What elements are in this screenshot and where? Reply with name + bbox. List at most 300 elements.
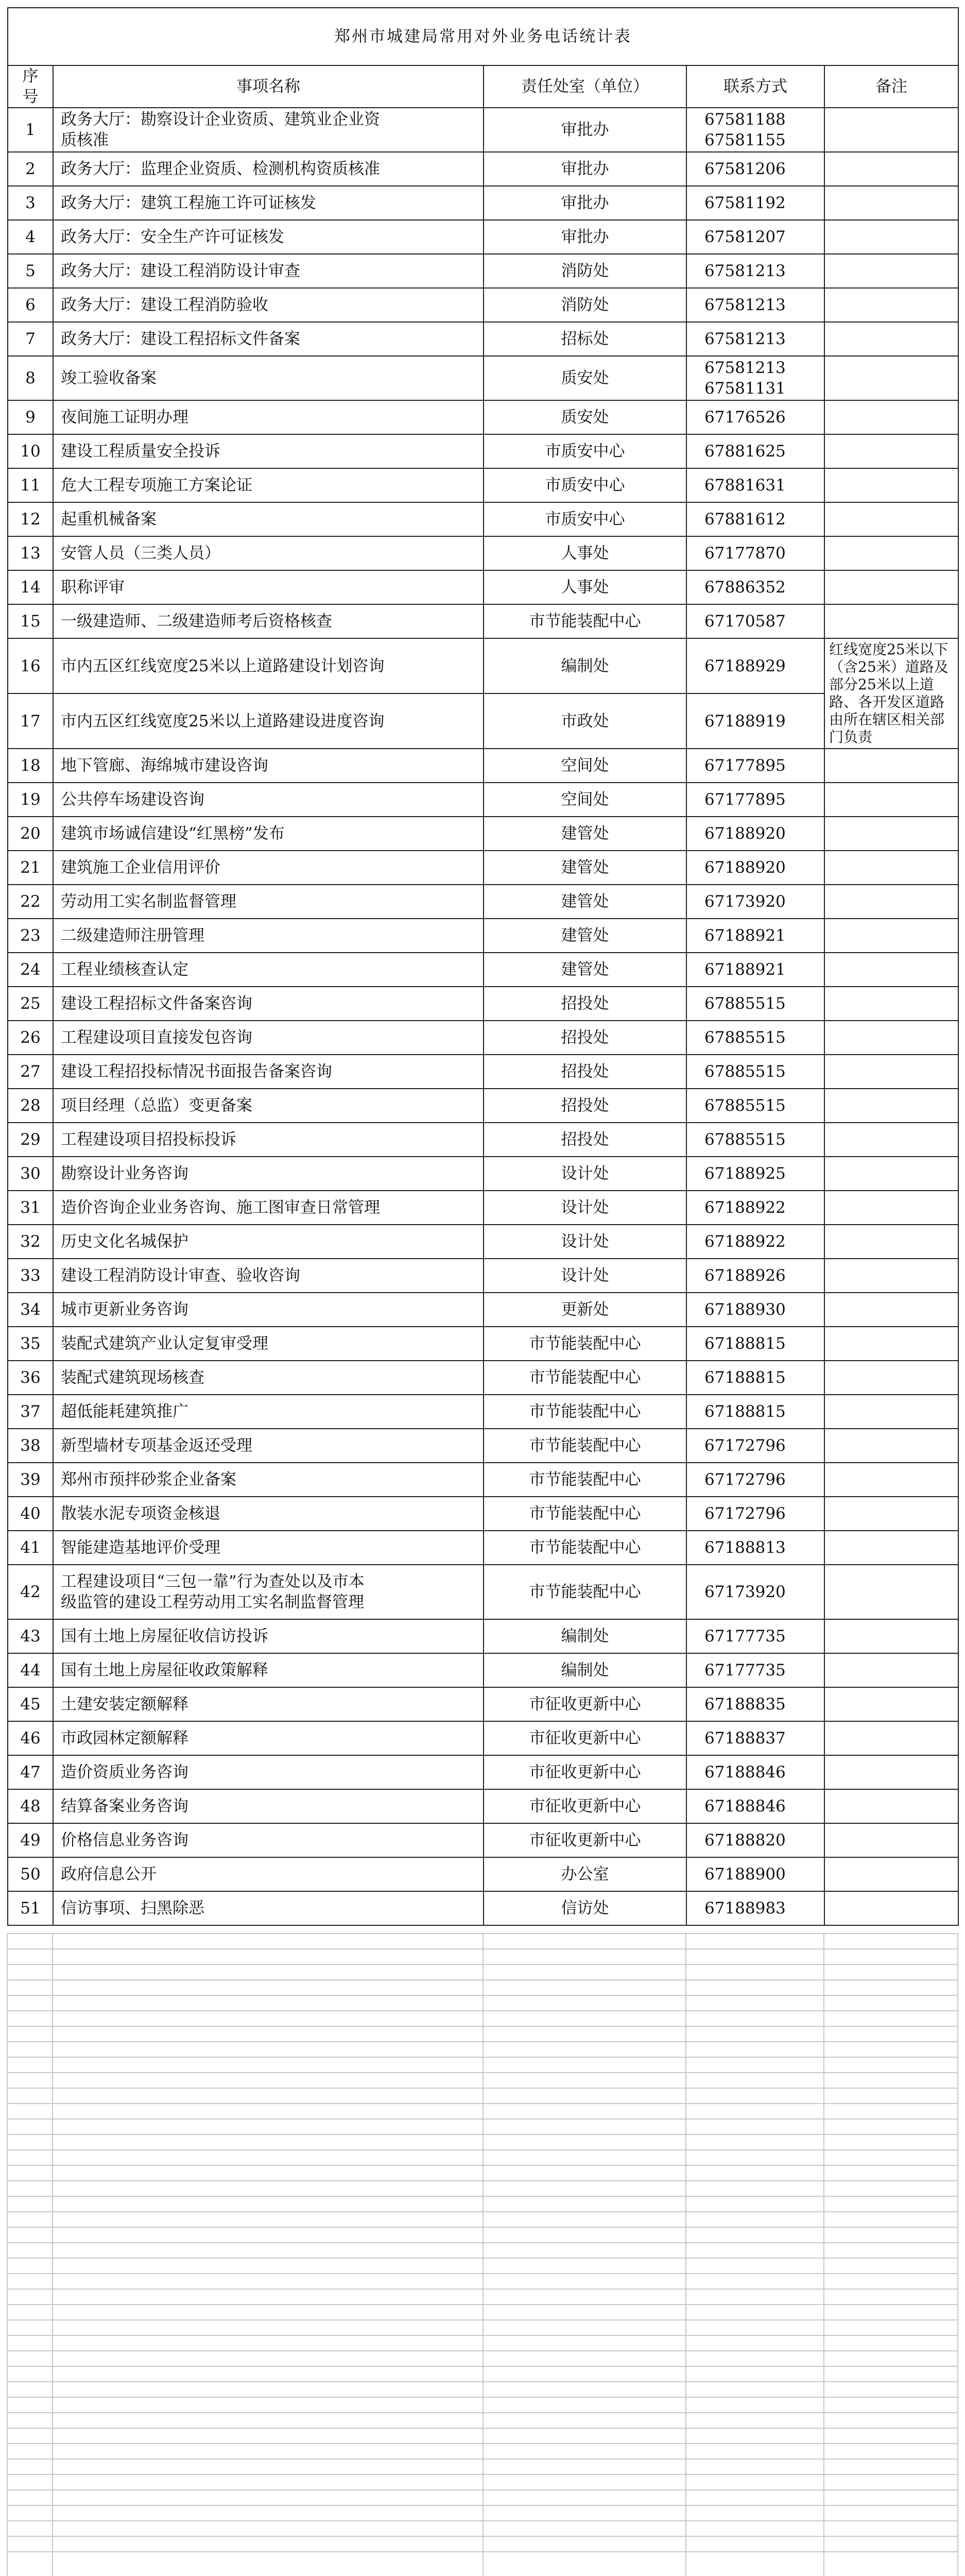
row-item-name bbox=[53, 1687, 484, 1721]
table-row bbox=[8, 953, 958, 987]
item-name-line: 郑州市预拌砂浆企业备案 bbox=[61, 1470, 236, 1489]
grid-row-line bbox=[7, 2520, 958, 2521]
phone-number: 67188922 bbox=[704, 1232, 786, 1251]
row-phone bbox=[686, 1327, 824, 1361]
row-phone bbox=[686, 1721, 824, 1755]
row-phone bbox=[686, 885, 824, 919]
row-note-empty bbox=[824, 356, 958, 400]
table-row bbox=[8, 1157, 958, 1191]
row-item-name bbox=[53, 186, 484, 220]
item-name-line: 一级建造师、二级建造师考后资格核查 bbox=[61, 612, 332, 631]
row-phone bbox=[686, 783, 824, 817]
phone-number: 67581188 bbox=[704, 110, 786, 129]
table-row bbox=[8, 783, 958, 817]
item-name-line: 市政园林定额解释 bbox=[61, 1729, 188, 1748]
row-phone bbox=[686, 1565, 824, 1619]
item-name-line: 智能建造基地评价受理 bbox=[61, 1538, 220, 1557]
row-department: 人事处 bbox=[484, 536, 686, 570]
row-note-empty bbox=[824, 468, 958, 502]
row-item-name bbox=[53, 693, 484, 749]
row-item-name bbox=[53, 400, 484, 434]
row-number: 39 bbox=[8, 1463, 53, 1497]
item-name-line: 结算备案业务咨询 bbox=[61, 1797, 188, 1816]
row-department: 市征收更新中心 bbox=[484, 1721, 686, 1755]
table-row bbox=[8, 1429, 958, 1463]
row-number: 24 bbox=[8, 953, 53, 987]
row-department: 招投处 bbox=[484, 1089, 686, 1123]
grid-row-line bbox=[7, 1979, 958, 1980]
table-row bbox=[8, 919, 958, 953]
row-number: 29 bbox=[8, 1123, 53, 1157]
header-tel: 联系方式 bbox=[686, 65, 824, 108]
table-row bbox=[8, 468, 958, 502]
row-phone bbox=[686, 1157, 824, 1191]
row-number: 18 bbox=[8, 749, 53, 783]
grid-row-line bbox=[7, 2381, 958, 2382]
item-name-line: 装配式建筑现场核查 bbox=[61, 1368, 204, 1387]
table-row bbox=[8, 817, 958, 851]
row-phone bbox=[686, 604, 824, 638]
phone-number: 67188983 bbox=[704, 1899, 786, 1918]
table-row bbox=[8, 1327, 958, 1361]
grid-row-line bbox=[7, 1933, 958, 1934]
row-note-empty bbox=[824, 1463, 958, 1497]
table-row bbox=[8, 851, 958, 885]
phone-number: 67581206 bbox=[704, 160, 786, 178]
phone-number: 67173920 bbox=[704, 892, 786, 911]
phone-number: 67881612 bbox=[704, 510, 786, 529]
row-number: 13 bbox=[8, 536, 53, 570]
row-item-name bbox=[53, 1789, 484, 1823]
grid-row-line bbox=[7, 2057, 958, 2058]
item-name-line: 建设工程消防设计审查、验收咨询 bbox=[61, 1266, 300, 1285]
row-item-name bbox=[53, 638, 484, 693]
row-number: 48 bbox=[8, 1789, 53, 1823]
header-note: 备注 bbox=[824, 65, 958, 108]
phone-number: 67581213 bbox=[704, 330, 786, 348]
row-item-name bbox=[53, 536, 484, 570]
row-department: 设计处 bbox=[484, 1157, 686, 1191]
row-note-empty bbox=[824, 254, 958, 288]
row-number: 20 bbox=[8, 817, 53, 851]
row-note-empty bbox=[824, 1395, 958, 1429]
row-department: 招标处 bbox=[484, 322, 686, 356]
item-name-line: 公共停车场建设咨询 bbox=[61, 790, 204, 809]
grid-row-line bbox=[7, 2428, 958, 2429]
row-phone bbox=[686, 1293, 824, 1327]
phone-number: 67581213 bbox=[704, 359, 786, 377]
row-item-name bbox=[53, 885, 484, 919]
table-row bbox=[8, 1823, 958, 1857]
row-note-empty bbox=[824, 1721, 958, 1755]
row-department: 编制处 bbox=[484, 1619, 686, 1653]
item-name-line: 建设工程质量安全投诉 bbox=[61, 442, 220, 461]
item-name-line: 装配式建筑产业认定复审受理 bbox=[61, 1334, 268, 1353]
row-number: 36 bbox=[8, 1361, 53, 1395]
phone-number: 67581131 bbox=[704, 379, 786, 398]
row-note-empty bbox=[824, 1259, 958, 1293]
table-row bbox=[8, 1687, 958, 1721]
phone-number: 67172796 bbox=[704, 1470, 786, 1489]
row-item-name bbox=[53, 434, 484, 468]
row-department: 人事处 bbox=[484, 570, 686, 604]
row-item-name bbox=[53, 1531, 484, 1565]
row-item-name bbox=[53, 108, 484, 152]
phone-number: 67188920 bbox=[704, 858, 786, 877]
row-note-empty bbox=[824, 220, 958, 254]
phone-number: 67170587 bbox=[704, 612, 786, 631]
row-department: 市政处 bbox=[484, 693, 686, 749]
phone-number: 67188922 bbox=[704, 1198, 786, 1217]
table-row bbox=[8, 502, 958, 536]
row-phone bbox=[686, 1653, 824, 1687]
row-phone bbox=[686, 1123, 824, 1157]
row-department: 市节能装配中心 bbox=[484, 1327, 686, 1361]
row-department: 空间处 bbox=[484, 749, 686, 783]
row-phone bbox=[686, 1619, 824, 1653]
row-department: 招投处 bbox=[484, 1021, 686, 1055]
row-item-name bbox=[53, 851, 484, 885]
phone-number: 67885515 bbox=[704, 994, 786, 1013]
grid-row-line bbox=[7, 2072, 958, 2073]
row-phone bbox=[686, 1789, 824, 1823]
row-department: 市节能装配中心 bbox=[484, 1395, 686, 1429]
item-name-line: 质核准 bbox=[61, 131, 109, 149]
table-row bbox=[8, 1123, 958, 1157]
item-name-line: 起重机械备案 bbox=[61, 510, 157, 529]
row-phone bbox=[686, 1497, 824, 1531]
grid-row-line bbox=[7, 2119, 958, 2120]
row-department: 市节能装配中心 bbox=[484, 1463, 686, 1497]
phone-number: 67188820 bbox=[704, 1831, 786, 1850]
grid-row-line bbox=[7, 2551, 958, 2552]
row-item-name bbox=[53, 1395, 484, 1429]
row-phone bbox=[686, 1021, 824, 1055]
grid-row-line bbox=[7, 1995, 958, 1996]
grid-row-line bbox=[7, 2474, 958, 2475]
phone-number: 67188837 bbox=[704, 1729, 786, 1748]
row-department: 消防处 bbox=[484, 254, 686, 288]
row-phone bbox=[686, 1259, 824, 1293]
row-item-name bbox=[53, 1721, 484, 1755]
phone-number: 67176526 bbox=[704, 408, 786, 427]
row-phone bbox=[686, 817, 824, 851]
row-number: 21 bbox=[8, 851, 53, 885]
row-note-empty bbox=[824, 1857, 958, 1891]
row-phone bbox=[686, 693, 824, 749]
row-item-name bbox=[53, 322, 484, 356]
row-phone bbox=[686, 1225, 824, 1259]
row-note-empty bbox=[824, 1327, 958, 1361]
phone-number: 67885515 bbox=[704, 1028, 786, 1047]
grid-row-line bbox=[7, 2335, 958, 2336]
grid-row-line bbox=[7, 2412, 958, 2413]
row-note-empty bbox=[824, 1565, 958, 1619]
table-row bbox=[8, 254, 958, 288]
row-department: 设计处 bbox=[484, 1259, 686, 1293]
row-department: 建管处 bbox=[484, 919, 686, 953]
row-note-empty bbox=[824, 1531, 958, 1565]
row-item-name bbox=[53, 1653, 484, 1687]
table-header-row bbox=[8, 65, 958, 108]
grid-row-line bbox=[7, 2258, 958, 2259]
row-note-empty bbox=[824, 919, 958, 953]
row-number: 17 bbox=[8, 693, 53, 749]
row-item-name bbox=[53, 1619, 484, 1653]
table-row bbox=[8, 885, 958, 919]
item-name-line: 竣工验收备案 bbox=[61, 369, 157, 387]
table-row bbox=[8, 400, 958, 434]
table-row bbox=[8, 1021, 958, 1055]
table-row bbox=[8, 1463, 958, 1497]
table-row bbox=[8, 1191, 958, 1225]
table-row bbox=[8, 108, 958, 152]
row-number: 8 bbox=[8, 356, 53, 400]
row-note-empty bbox=[824, 108, 958, 152]
row-item-name bbox=[53, 1293, 484, 1327]
item-name-line: 工程建设项目直接发包咨询 bbox=[61, 1028, 252, 1047]
row-department: 市节能装配中心 bbox=[484, 1429, 686, 1463]
row-number: 11 bbox=[8, 468, 53, 502]
row-department: 编制处 bbox=[484, 638, 686, 693]
phone-number: 67188921 bbox=[704, 926, 786, 945]
item-name-line: 造价资质业务咨询 bbox=[61, 1763, 188, 1782]
row-department: 市质安中心 bbox=[484, 434, 686, 468]
row-phone bbox=[686, 1823, 824, 1857]
item-name-line: 散装水泥专项资金核退 bbox=[61, 1504, 220, 1523]
row-phone bbox=[686, 1531, 824, 1565]
phone-number: 67188900 bbox=[704, 1865, 786, 1884]
item-name-line: 工程建设项目招投标投诉 bbox=[61, 1130, 236, 1149]
item-name-line: 新型墙材专项基金返还受理 bbox=[61, 1436, 252, 1455]
row-phone bbox=[686, 356, 824, 400]
grid-row-line bbox=[7, 1964, 958, 1965]
grid-row-line bbox=[7, 2088, 958, 2089]
row-number: 6 bbox=[8, 288, 53, 322]
row-phone bbox=[686, 536, 824, 570]
row-note-empty bbox=[824, 400, 958, 434]
item-name-line: 建筑市场诚信建设“红黑榜”发布 bbox=[61, 824, 285, 843]
row-note-empty bbox=[824, 1687, 958, 1721]
row-note-empty bbox=[824, 885, 958, 919]
row-phone bbox=[686, 1755, 824, 1789]
row-item-name bbox=[53, 604, 484, 638]
row-number: 42 bbox=[8, 1565, 53, 1619]
row-note-empty bbox=[824, 1429, 958, 1463]
row-department: 消防处 bbox=[484, 288, 686, 322]
table-row bbox=[8, 152, 958, 186]
phone-directory-sheet bbox=[7, 7, 958, 1926]
row-number: 43 bbox=[8, 1619, 53, 1653]
row-department: 更新处 bbox=[484, 1293, 686, 1327]
grid-row-line bbox=[7, 2180, 958, 2181]
row-number: 41 bbox=[8, 1531, 53, 1565]
row-note-empty bbox=[824, 288, 958, 322]
grid-row-line bbox=[7, 2273, 958, 2274]
row-number: 32 bbox=[8, 1225, 53, 1259]
row-department: 设计处 bbox=[484, 1191, 686, 1225]
phone-number: 67188929 bbox=[704, 656, 786, 675]
row-number: 14 bbox=[8, 570, 53, 604]
row-department: 质安处 bbox=[484, 400, 686, 434]
grid-row-line bbox=[7, 2103, 958, 2104]
row-number: 2 bbox=[8, 152, 53, 186]
table-row bbox=[8, 1565, 958, 1619]
row-item-name bbox=[53, 1755, 484, 1789]
row-phone bbox=[686, 254, 824, 288]
row-number: 33 bbox=[8, 1259, 53, 1293]
item-name-line: 级监管的建设工程劳动用工实名制监督管理 bbox=[61, 1593, 364, 1612]
row-department: 空间处 bbox=[484, 783, 686, 817]
row-department: 市节能装配中心 bbox=[484, 1531, 686, 1565]
phone-directory-table bbox=[7, 7, 959, 1926]
item-name-line: 造价咨询企业业务咨询、施工图审查日常管理 bbox=[61, 1198, 380, 1217]
grid-row-line bbox=[7, 2366, 958, 2367]
row-department: 建管处 bbox=[484, 953, 686, 987]
grid-column-line bbox=[52, 1933, 53, 2576]
row-note-empty bbox=[824, 1123, 958, 1157]
row-item-name bbox=[53, 254, 484, 288]
grid-row-line bbox=[7, 2149, 958, 2150]
grid-column-line bbox=[7, 1933, 8, 2576]
row-item-name bbox=[53, 1055, 484, 1089]
table-row bbox=[8, 1653, 958, 1687]
row-item-name bbox=[53, 288, 484, 322]
row-department: 市质安中心 bbox=[484, 502, 686, 536]
phone-number: 67188921 bbox=[704, 960, 786, 979]
row-item-name bbox=[53, 953, 484, 987]
row-number: 9 bbox=[8, 400, 53, 434]
row-department: 审批办 bbox=[484, 152, 686, 186]
table-row bbox=[8, 638, 958, 693]
phone-number: 67581155 bbox=[704, 131, 786, 149]
phone-number: 67188925 bbox=[704, 1164, 786, 1183]
grid-row-line bbox=[7, 1948, 958, 1950]
row-department: 审批办 bbox=[484, 108, 686, 152]
row-item-name bbox=[53, 1259, 484, 1293]
row-department: 审批办 bbox=[484, 186, 686, 220]
row-note-empty bbox=[824, 434, 958, 468]
item-name-line: 危大工程专项施工方案论证 bbox=[61, 476, 252, 495]
row-department: 市征收更新中心 bbox=[484, 1823, 686, 1857]
phone-number: 67581207 bbox=[704, 228, 786, 246]
row-department: 市质安中心 bbox=[484, 468, 686, 502]
row-note-empty bbox=[824, 322, 958, 356]
phone-number: 67188926 bbox=[704, 1266, 786, 1285]
row-department: 招投处 bbox=[484, 1055, 686, 1089]
item-name-line: 政务大厅：建设工程消防验收 bbox=[61, 296, 268, 314]
row-item-name bbox=[53, 817, 484, 851]
item-name-line: 国有土地上房屋征收信访投诉 bbox=[61, 1627, 268, 1646]
grid-row-line bbox=[7, 2289, 958, 2290]
table-row bbox=[8, 1789, 958, 1823]
row-note-empty bbox=[824, 749, 958, 783]
table-row bbox=[8, 693, 958, 749]
row-number: 22 bbox=[8, 885, 53, 919]
phone-number: 67885515 bbox=[704, 1130, 786, 1149]
row-department: 市节能装配中心 bbox=[484, 1565, 686, 1619]
table-row bbox=[8, 536, 958, 570]
header-item: 事项名称 bbox=[53, 65, 484, 108]
row-number: 23 bbox=[8, 919, 53, 953]
page-title: 郑州市城建局常用对外业务电话统计表 bbox=[8, 8, 958, 65]
row-note-empty bbox=[824, 1619, 958, 1653]
row-department: 建管处 bbox=[484, 885, 686, 919]
row-item-name bbox=[53, 356, 484, 400]
item-name-line: 夜间施工证明办理 bbox=[61, 408, 188, 427]
table-row bbox=[8, 356, 958, 400]
item-name-line: 工程业绩核查认定 bbox=[61, 960, 188, 979]
table-row bbox=[8, 1395, 958, 1429]
row-phone bbox=[686, 288, 824, 322]
row-number: 10 bbox=[8, 434, 53, 468]
phone-number: 67886352 bbox=[704, 578, 786, 597]
row-phone bbox=[686, 322, 824, 356]
grid-row-line bbox=[7, 2397, 958, 2398]
phone-number: 67188815 bbox=[704, 1402, 786, 1421]
row-note-empty bbox=[824, 953, 958, 987]
row-item-name bbox=[53, 919, 484, 953]
row-note-empty bbox=[824, 1055, 958, 1089]
row-item-name bbox=[53, 1857, 484, 1891]
row-note-empty bbox=[824, 1653, 958, 1687]
row-phone bbox=[686, 953, 824, 987]
row-item-name bbox=[53, 152, 484, 186]
row-phone bbox=[686, 987, 824, 1021]
grid-row-line bbox=[7, 2489, 958, 2490]
row-item-name bbox=[53, 1891, 484, 1925]
grid-row-line bbox=[7, 2319, 958, 2320]
grid-row-line bbox=[7, 2304, 958, 2305]
row-number: 47 bbox=[8, 1755, 53, 1789]
phone-number: 67177895 bbox=[704, 790, 786, 809]
item-name-line: 信访事项、扫黑除恶 bbox=[61, 1899, 204, 1918]
row-number: 27 bbox=[8, 1055, 53, 1089]
row-note-empty bbox=[824, 1497, 958, 1531]
grid-row-line bbox=[7, 2227, 958, 2228]
item-name-line: 超低能耗建筑推广 bbox=[61, 1402, 188, 1421]
row-item-name bbox=[53, 749, 484, 783]
table-row bbox=[8, 1225, 958, 1259]
row-phone bbox=[686, 108, 824, 152]
table-row bbox=[8, 1857, 958, 1891]
row-note-empty bbox=[824, 1823, 958, 1857]
item-name-line: 项目经理（总监）变更备案 bbox=[61, 1096, 252, 1115]
item-name-line: 政府信息公开 bbox=[61, 1865, 157, 1884]
header-dept: 责任处室（单位） bbox=[484, 65, 686, 108]
phone-number: 67172796 bbox=[704, 1504, 786, 1523]
row-phone bbox=[686, 570, 824, 604]
row-department: 建管处 bbox=[484, 851, 686, 885]
phone-number: 67881625 bbox=[704, 442, 786, 461]
row-phone bbox=[686, 468, 824, 502]
row-note-empty bbox=[824, 1789, 958, 1823]
grid-row-line bbox=[7, 2134, 958, 2135]
row-department: 办公室 bbox=[484, 1857, 686, 1891]
phone-number: 67188815 bbox=[704, 1368, 786, 1387]
phone-number: 67188813 bbox=[704, 1538, 786, 1557]
row-number: 30 bbox=[8, 1157, 53, 1191]
empty-spreadsheet-grid bbox=[7, 1933, 958, 2576]
row-number: 1 bbox=[8, 108, 53, 152]
phone-number: 67177870 bbox=[704, 544, 786, 563]
row-note-empty bbox=[824, 851, 958, 885]
row-phone bbox=[686, 851, 824, 885]
row-phone bbox=[686, 1429, 824, 1463]
row-department: 信访处 bbox=[484, 1891, 686, 1925]
phone-number: 67188930 bbox=[704, 1300, 786, 1319]
table-row bbox=[8, 434, 958, 468]
